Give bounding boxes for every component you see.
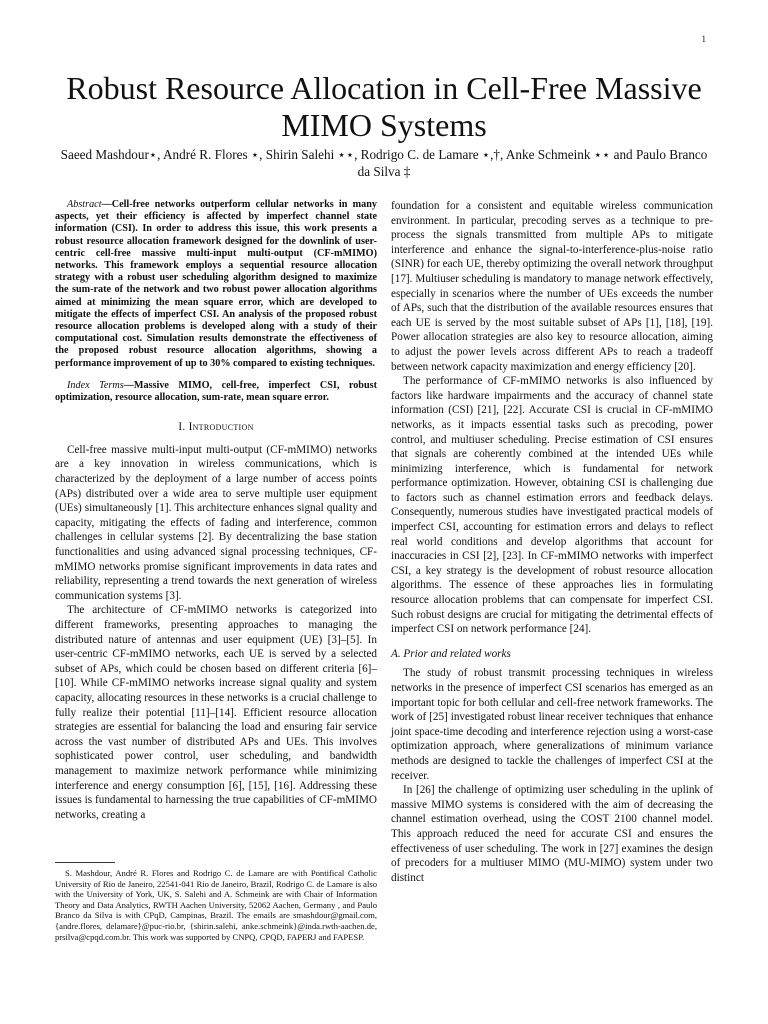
paragraph: The architecture of CF-mMIMO networks is categorized into different frameworks, presenting approaches to managing the distributed nature of antennas and user equipment (UE) [3]–[5]. In user-centric CF-mMIMO networks, each UE is served by a selected subset of APs, which could be chosen based on different criteria [6]–[10]. While CF-mMIMO networks increase signal quality and system capacity, allocating resources in these networks is a crucial challenge to fully realize their potential [11]–[14]. Efficient resource allocation strategies are essential for balancing the load and ensuring fair service across the vast number of distributed APs and UEs. This involves sophisticated power control, user scheduling, and bandwidth management to maximize network performance while minimizing interference and energy consumption [6], [15], [16]. Addressing these issues is fundamental to harnessing the true capabilities of CF-mMIMO networks, creating a (55, 604, 377, 821)
page-number: 1 (701, 34, 706, 44)
author-affiliation-footnote: S. Mashdour, André R. Flores and Rodrigo C. de Lamare are with Pontifical Catholic University of Rio de Janeiro, 22541-041 Rio de Janeiro, Brazil, Rodrigo C. de Lamare is also with the University of York, UK, S. Salehi and A. Schmeink are with Chair of Information Theory and Data Analytics, RWTH Aachen University, 52062 Aachen, Germany , and Paulo Branco da Silva is with CPqD, Campinas, Brazil. The emails are smashdour@gmail.com, {andre.flores, delamare}@puc-rio.br, {shirin.salehi, anke.schmeink}@inda.rwth-aachen.de, prsilva@cpqd.com.br. This work was supported by CNPQ, CPQD, FAPERJ and FAPESP. (55, 868, 377, 942)
paper-title: Robust Resource Allocation in Cell-Free Massive MIMO Systems (66, 70, 702, 143)
paragraph: foundation for a consistent and equitable wireless communication environment. In particular, precoding serves as a technique to pre-process the signals transmitted from multiple APs to mitigate interference and enhance the signal-to-interference-plus-noise ratio (SINR) for each UE, thereby optimizing the overall network throughput [17]. Multiuser scheduling is mandatory to manage network effectively, especially in scenarios where the number of UEs exceeds the number of APs, such that the distribution of the available resources ensures that each UE is served by the most suitable subset of APs [1], [18], [19]. Power allocation strategies are also key to resource allocation, aiming to adjust the power levels across different APs to reach a tradeoff between network capacity maximization and energy efficiency [20]. (391, 200, 713, 373)
right-column (391, 199, 713, 885)
paragraph: Cell-free massive multi-input multi-output (CF-mMIMO) networks are a key innovation in wireless communications, which is characterized by the deployment of a large number of access points (APs) distributed over a wide area to serve multiple user equipment (UEs) simultaneously [1]. This architecture enhances signal quality and capacity, mitigating the effects of fading and interference, common challenges in cellular systems [2]. By decentralizing the base station functionalities and using advanced signal processing techniques, CF-mMIMO networks promise significant improvements in data rates and reliability, representing a trend towards the next generation of wireless communication systems [3]. (55, 443, 377, 602)
left-column (55, 199, 377, 822)
paragraph: In [26] the challenge of optimizing user scheduling in the uplink of massive MIMO systems is considered with the aim of decreasing the channel estimation overhead, using the COST 2100 channel model. This approach reduced the need for accurate CSI and ensures the effectiveness of user scheduling. The work in [27] examines the design of precoders for a multiuser MIMO (MU-MIMO) system under two distinct (391, 784, 713, 884)
index-terms-label: Index Terms (67, 379, 124, 391)
index-terms (55, 380, 377, 404)
abstract-label: Abstract (67, 199, 102, 210)
abstract (55, 199, 377, 370)
footnote-divider (55, 862, 115, 863)
subsection-heading-prior-work: A. Prior and related works (391, 647, 511, 660)
abstract-text: —Cell-free networks outperform cellular networks in many aspects, yet their efficiency is affected by imperfect channel state information (CSI). In order to address this issue, this work presents a robust resource allocation framework designed for the downlink of user-centric cell-free massive multi-input multi-output (CF-mMIMO) networks. This framework employs a sequential resource allocation strategy with a robust user scheduling algorithm designed to maximize the sum-rate of the network and two robust power allocation algorithms aimed at minimizing the mean square error, which are developed to mitigate the effects of imperfect CSI. An analysis of the proposed robust resource allocation problems is developed along with a study of their computational cost. Simulation results demonstrate the effectiveness of the proposed robust resource allocation algorithms, showing a performance improvement of up to 30% compared to existing techniques. (55, 199, 377, 369)
author-list: Saeed Mashdour⋆, André R. Flores ⋆, Shirin Salehi ⋆⋆, Rodrigo C. de Lamare ⋆,†, Anke Schmeink ⋆⋆ and Paulo Branco da Silva ‡ (60, 147, 708, 179)
section-title: Introduction (188, 421, 254, 434)
section-heading-introduction (55, 420, 377, 435)
index-terms-text: —Massive MIMO, cell-free, imperfect CSI, robust optimization, resource allocation, sum-rate, mean square error. (55, 379, 377, 404)
section-number: I. (178, 421, 189, 434)
paragraph: The performance of CF-mMIMO networks is also influenced by factors like hardware impairments and the accuracy of channel state information (CSI) [21], [22]. Accurate CSI is crucial in CF-mMIMO networks, as it impacts essential tasks such as precoding, power control, and multiuser scheduling. Precise estimation of CSI ensures that signals are coherently combined at the intended UEs while minimizing interference, which is fundamental for network performance optimization. However, obtaining CSI is challenging due to factors such as channel estimation errors and feedback delays. Consequently, numerous studies have investigated practical models of imperfect CSI, accounting for estimation errors and delays to reflect real world conditions and develop algorithms that account for inaccuracies in CSI [2], [23]. In CF-mMIMO networks with imperfect CSI, a key strategy is the development of robust resource allocation algorithms. The essence of these approaches lies in formulating resource allocation problems that can compensate for imperfect CSI. Such robust designs are crucial for mitigating the detrimental effects of imperfect CSI on network performance [24]. (391, 375, 713, 636)
paragraph: The study of robust transmit processing techniques in wireless networks in the presence of imperfect CSI scenarios has emerged as an important topic for both cellular and cell-free network frameworks. The work of [25] investigated robust linear receiver techniques that enhance joint space-time decoding and interference rejection using a worst-case optimization approach, where generalizations of minimum variance methods are designed to tackle the challenges of imperfect CSI at the receiver. (391, 667, 713, 782)
